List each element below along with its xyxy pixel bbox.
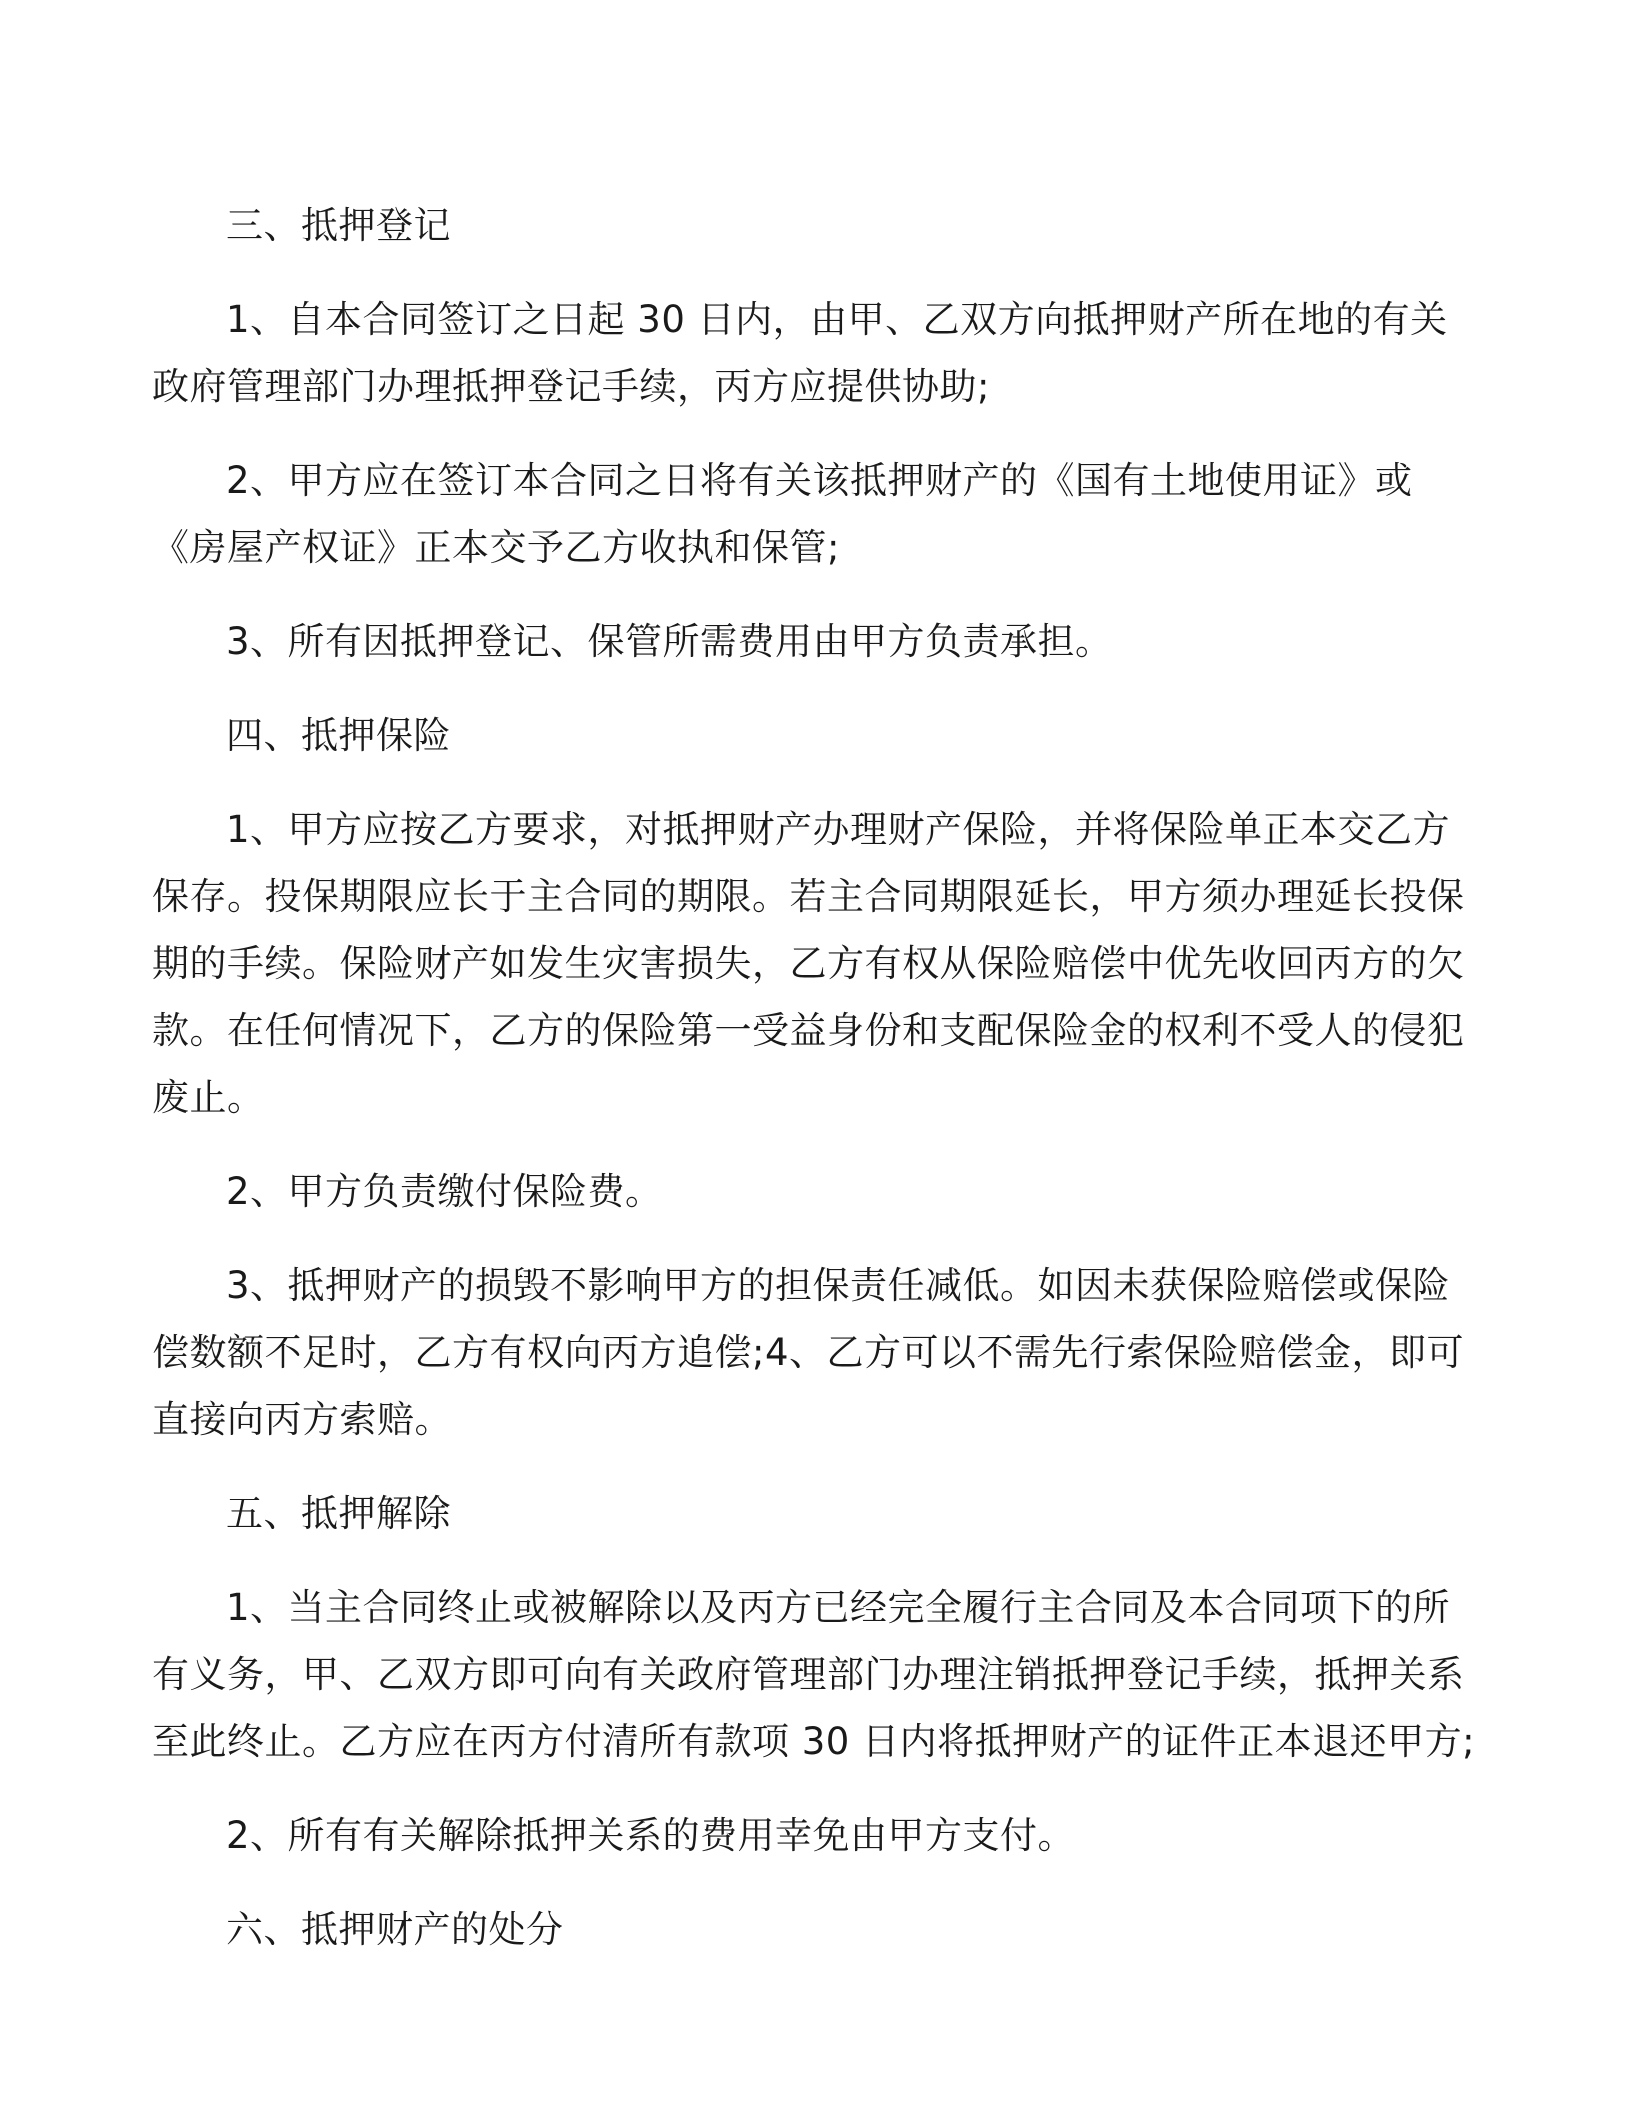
clause-insurance-3: 3、抵押财产的损毁不影响甲方的担保责任减低。如因未获保险赔偿或保险偿数额不足时，乙方有权向丙方追偿;4、乙方可以不需先行索保险赔偿金，即可直接向丙方索赔。 bbox=[152, 1264, 1465, 1441]
section-heading-mortgage-release: 五、抵押解除 bbox=[226, 1492, 451, 1535]
clause-release-2: 2、所有有关解除抵押关系的费用幸免由甲方支付。 bbox=[226, 1814, 1076, 1857]
clause-registration-2: 2、甲方应在签订本合同之日将有关该抵押财产的《国有土地使用证》或《房屋产权证》正本交予乙方收执和保管; bbox=[152, 459, 1413, 569]
clause-registration-3: 3、所有因抵押登记、保管所需费用由甲方负责承担。 bbox=[226, 620, 1113, 663]
section-heading-mortgage-registration: 三、抵押登记 bbox=[226, 204, 451, 247]
clause-release-1: 1、当主合同终止或被解除以及丙方已经完全履行主合同及本合同项下的所有义务，甲、乙双方即可向有关政府管理部门办理注销抵押登记手续，抵押关系至此终止。乙方应在丙方付清所有款项 30 日内将抵押财产的证件正本退还甲方; bbox=[152, 1586, 1476, 1763]
clause-insurance-1: 1、甲方应按乙方要求，对抵押财产办理财产保险，并将保险单正本交乙方保存。投保期限应长于主合同的期限。若主合同期限延长，甲方须办理延长投保期的手续。保险财产如发生灾害损失，乙方有权从保险赔偿中优先收回丙方的欠款。在任何情况下，乙方的保险第一受益身份和支配保险金的权利不受人的侵犯废止。 bbox=[152, 808, 1465, 1119]
section-heading-mortgage-disposal: 六、抵押财产的处分 bbox=[226, 1908, 564, 1951]
clause-insurance-2: 2、甲方负责缴付保险费。 bbox=[226, 1170, 663, 1213]
clause-registration-1: 1、自本合同签订之日起 30 日内，由甲、乙双方向抵押财产所在地的有关政府管理部门办理抵押登记手续，丙方应提供协助; bbox=[152, 298, 1448, 408]
section-heading-mortgage-insurance: 四、抵押保险 bbox=[226, 714, 451, 757]
document-body bbox=[152, 192, 1482, 1963]
